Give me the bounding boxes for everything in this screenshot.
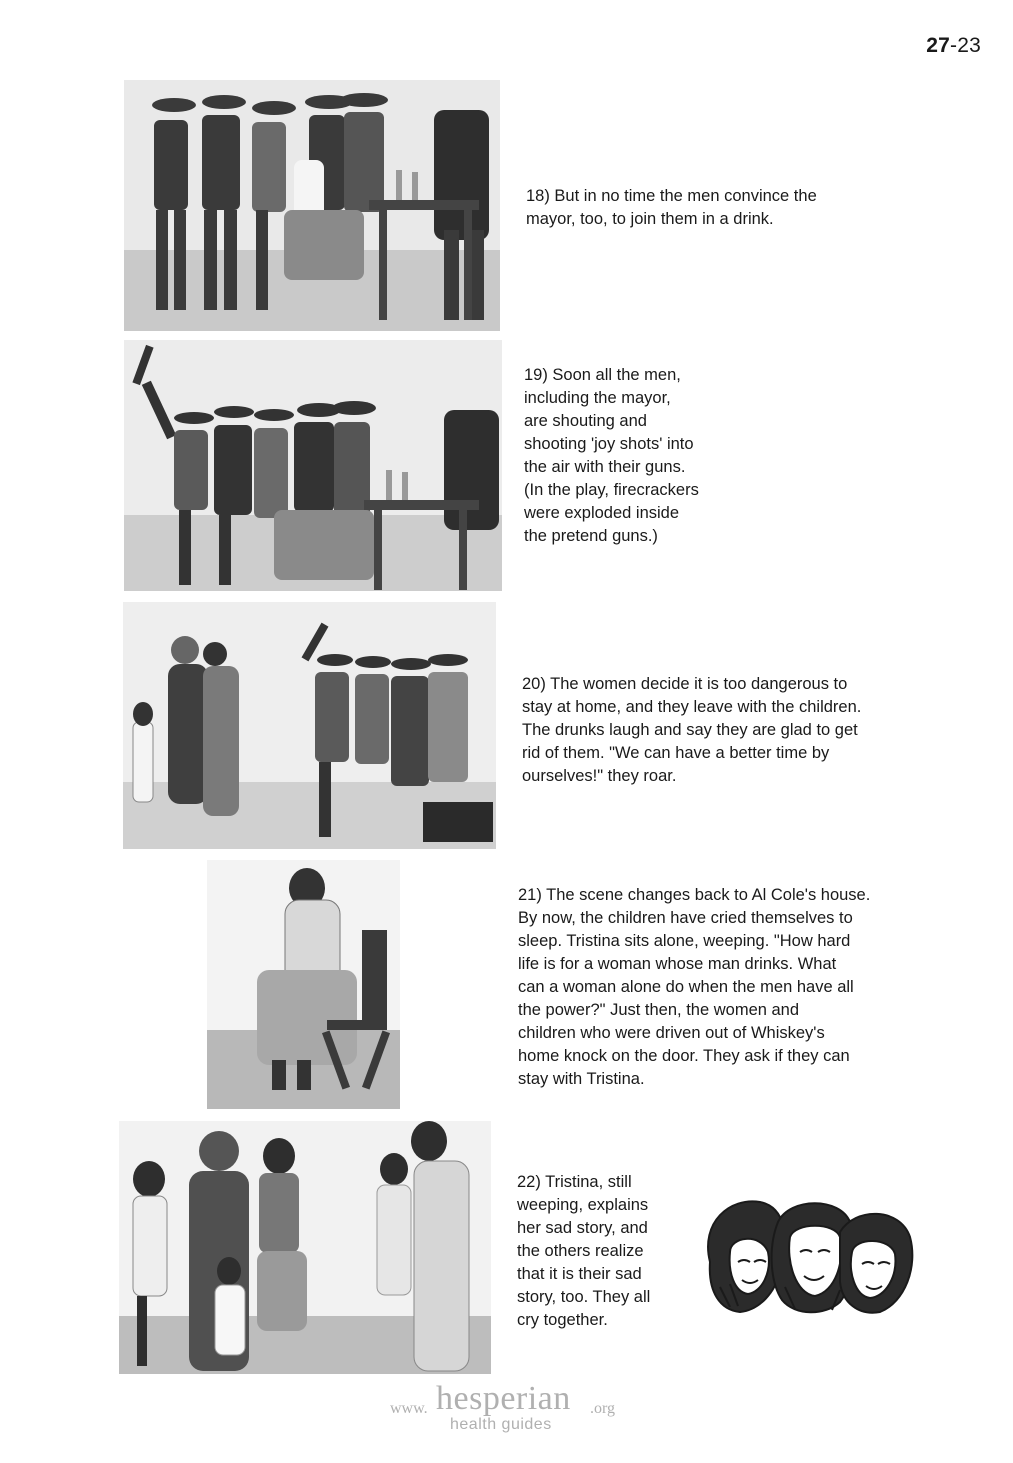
photo-19-joy-shots xyxy=(124,340,502,591)
watermark-brand: hesperian xyxy=(436,1380,571,1417)
hesperian-watermark xyxy=(390,1380,630,1450)
photo-21-tristina-weeping xyxy=(207,860,400,1109)
page-number xyxy=(926,34,981,58)
page-separator: - xyxy=(950,34,958,57)
caption-19: 19) Soon all the men, including the mayor, are shouting and shooting 'joy shots' into the air with their guns. (In the play, firecrackers were exploded inside the pretend guns.) xyxy=(524,366,699,545)
watermark-tagline: health guides xyxy=(450,1416,552,1433)
photo-22-women-cry xyxy=(119,1121,491,1374)
caption-21: 21) The scene changes back to Al Cole's house. By now, the children have cried themselves to sleep. Tristina sits alone, weeping. "How hard life is for a woman whose man drinks. What can a woman alone do when the men have all the power?" Just then, the women and children who were driven out of Whiskey's home knock on the door. They ask if they can stay with Tristina. xyxy=(518,886,871,1088)
caption-22: 22) Tristina, still weeping, explains her sad story, and the others realize that it is their sad story, too. They all cry together. xyxy=(517,1173,651,1329)
watermark-www: www. xyxy=(390,1400,428,1417)
photo-18-men-drinking xyxy=(124,80,500,331)
photo-20-women-leave xyxy=(123,602,496,849)
crying-women-illustration xyxy=(690,1192,918,1318)
page-number-value: 23 xyxy=(957,34,981,57)
caption-20: 20) The women decide it is too dangerous to stay at home, and they leave with the children. The drunks laugh and say they are glad to get rid of them. "We can have a better time by ourselves!" they roar. xyxy=(522,675,862,785)
chapter-number: 27 xyxy=(926,34,951,57)
watermark-org: .org xyxy=(590,1400,616,1417)
caption-18: 18) But in no time the men convince the mayor, too, to join them in a drink. xyxy=(526,187,817,228)
